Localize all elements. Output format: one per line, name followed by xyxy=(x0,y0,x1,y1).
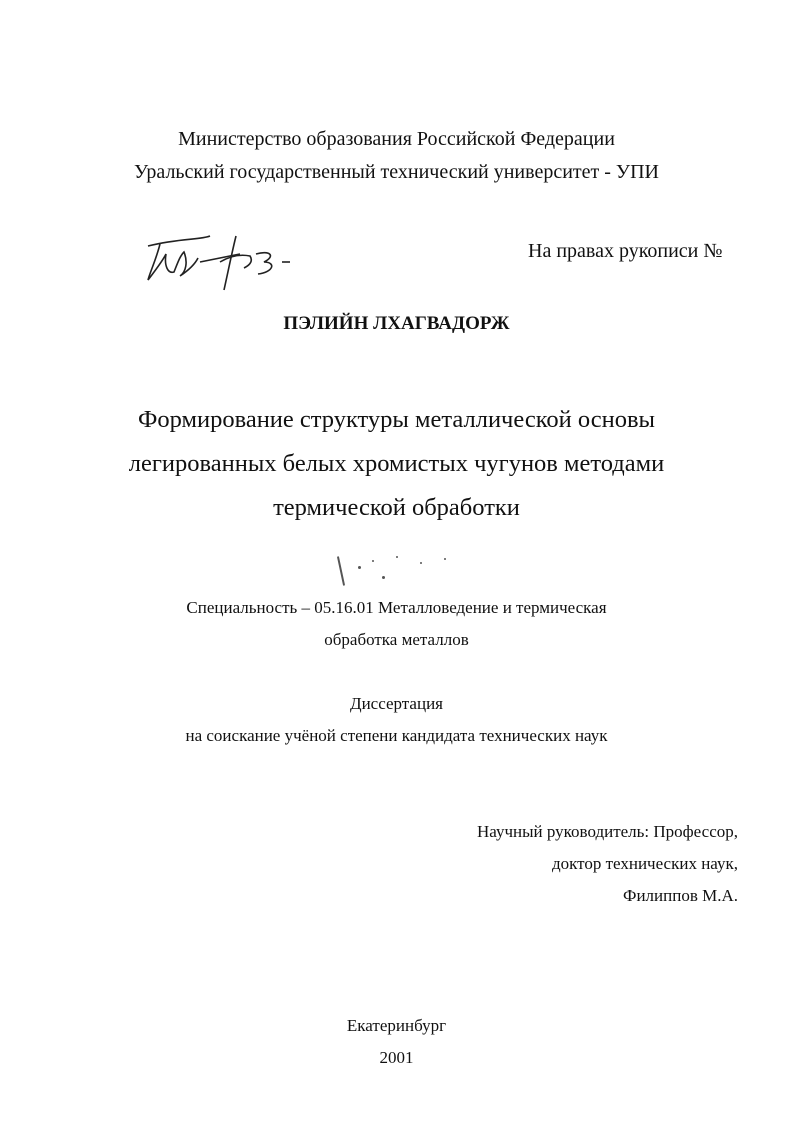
dissertation-title-line-1: Формирование структуры металлической основы xyxy=(137,406,656,433)
year: 2001 xyxy=(379,1048,414,1067)
document-type: Диссертация xyxy=(349,694,443,713)
handwritten-signature xyxy=(140,232,320,292)
specialty-line-2: обработка металлов xyxy=(324,630,469,649)
manuscript-rights-note: На правах рукописи № xyxy=(528,240,723,262)
dissertation-title-line-3: термической обработки xyxy=(273,494,520,521)
city: Екатеринбург xyxy=(346,1016,447,1035)
supervisor-line-3: Филиппов М.А. xyxy=(623,886,738,905)
supervisor-line-2: доктор технических наук, xyxy=(551,854,738,873)
university-line: Уральский государственный технический университет - УПИ xyxy=(134,161,659,183)
supervisor-line-1: Научный руководитель: Профессор, xyxy=(476,822,738,841)
author-name: ПЭЛИЙН ЛХАГВАДОРЖ xyxy=(283,313,510,334)
dissertation-title-line-2: легированных белых хромистых чугунов методами xyxy=(128,450,665,477)
ministry-line: Министерство образования Российской Федерации xyxy=(178,128,615,150)
degree-purpose: на соискание учёной степени кандидата технических наук xyxy=(185,726,608,745)
specialty-line-1: Специальность – 05.16.01 Металловедение и термическая xyxy=(186,598,607,617)
